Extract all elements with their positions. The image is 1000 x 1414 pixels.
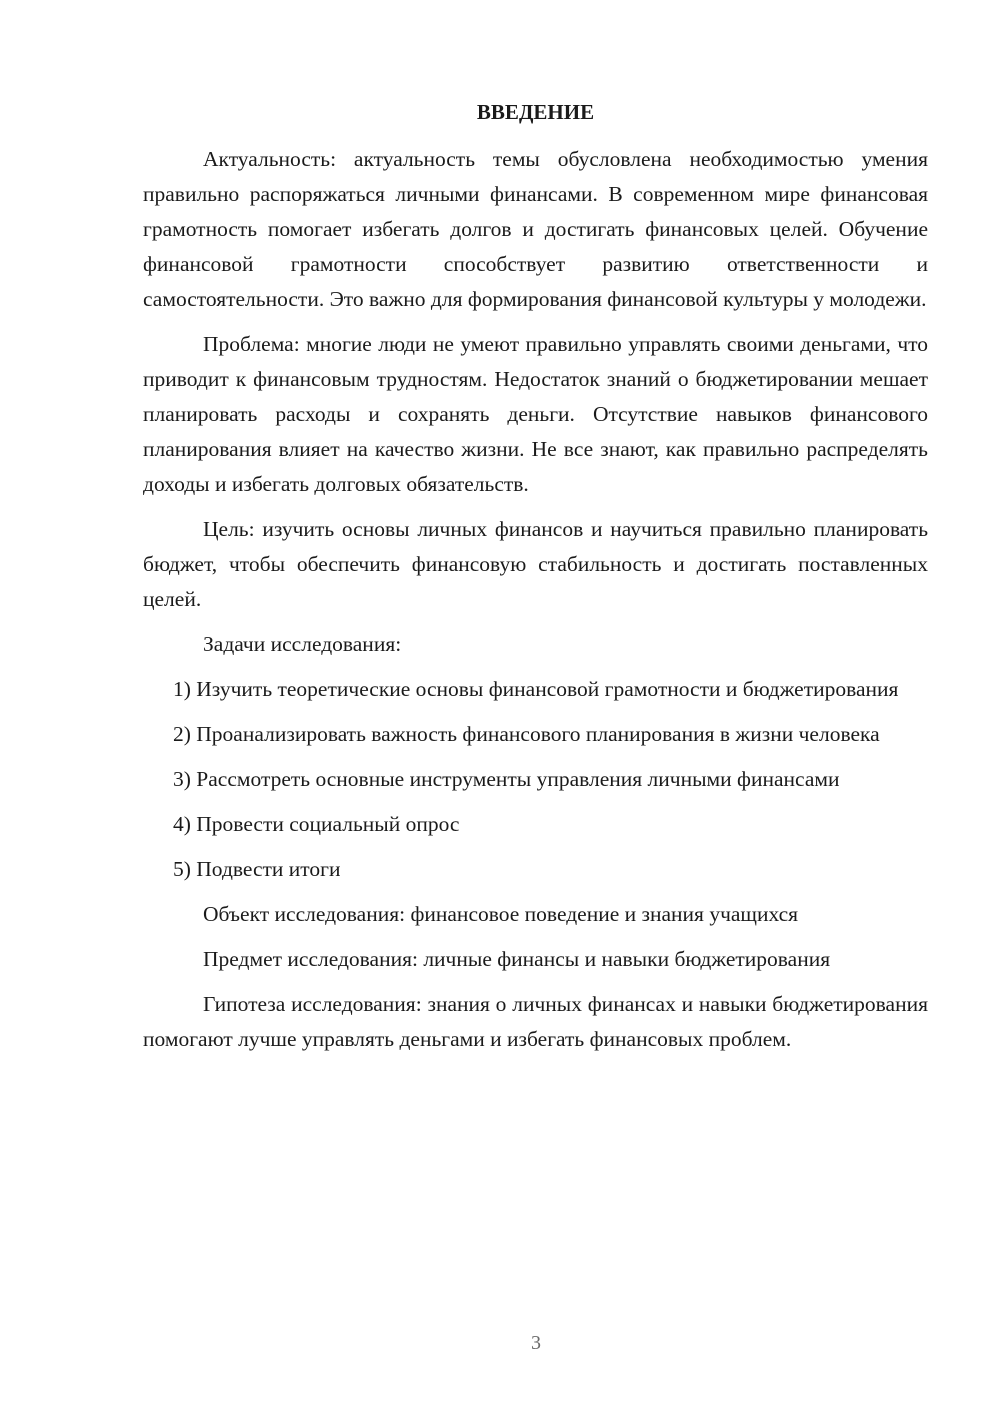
research-subject: Предмет исследования: личные финансы и навыки бюджетирования	[203, 947, 831, 971]
task-item-3: 3) Рассмотреть основные инструменты управления личными финансами	[173, 767, 840, 791]
task-item-1: 1) Изучить теоретические основы финансовой грамотности и бюджетирования	[173, 677, 899, 701]
section-title: ВВЕДЕНИЕ	[476, 100, 595, 124]
paragraph-relevance: Актуальность: актуальность темы обусловлена необходимостью умения правильно распоряжаться личными финансами. В современном мире финансовая грамотность помогает избегать долгов и достигать финансовых целей. Обучение финансовой грамотности способствует развитию ответственности и самостоятельности. Это важно для формирования финансовой культуры у молодежи.	[143, 147, 928, 311]
page-number: 3	[531, 1332, 541, 1354]
task-item-5: 5) Подвести итоги	[173, 857, 341, 881]
task-item-2: 2) Проанализировать важность финансового планирования в жизни человека	[173, 722, 880, 746]
research-object: Объект исследования: финансовое поведение и знания учащихся	[203, 902, 799, 926]
research-hypothesis: Гипотеза исследования: знания о личных финансах и навыки бюджетирования помогают лучше управлять деньгами и избегать финансовых проблем.	[143, 992, 928, 1051]
document-page	[143, 95, 928, 1067]
task-item-4: 4) Провести социальный опрос	[173, 812, 460, 836]
paragraph-goal: Цель: изучить основы личных финансов и научиться правильно планировать бюджет, чтобы обеспечить финансовую стабильность и достигать поставленных целей.	[143, 517, 928, 611]
tasks-heading: Задачи исследования:	[203, 632, 402, 656]
paragraph-problem: Проблема: многие люди не умеют правильно управлять своими деньгами, что приводит к финансовым трудностям. Недостаток знаний о бюджетировании мешает планировать расходы и сохранять деньги. Отсутствие навыков финансового планирования влияет на качество жизни. Не все знают, как правильно распределять доходы и избегать долговых обязательств.	[143, 332, 928, 496]
